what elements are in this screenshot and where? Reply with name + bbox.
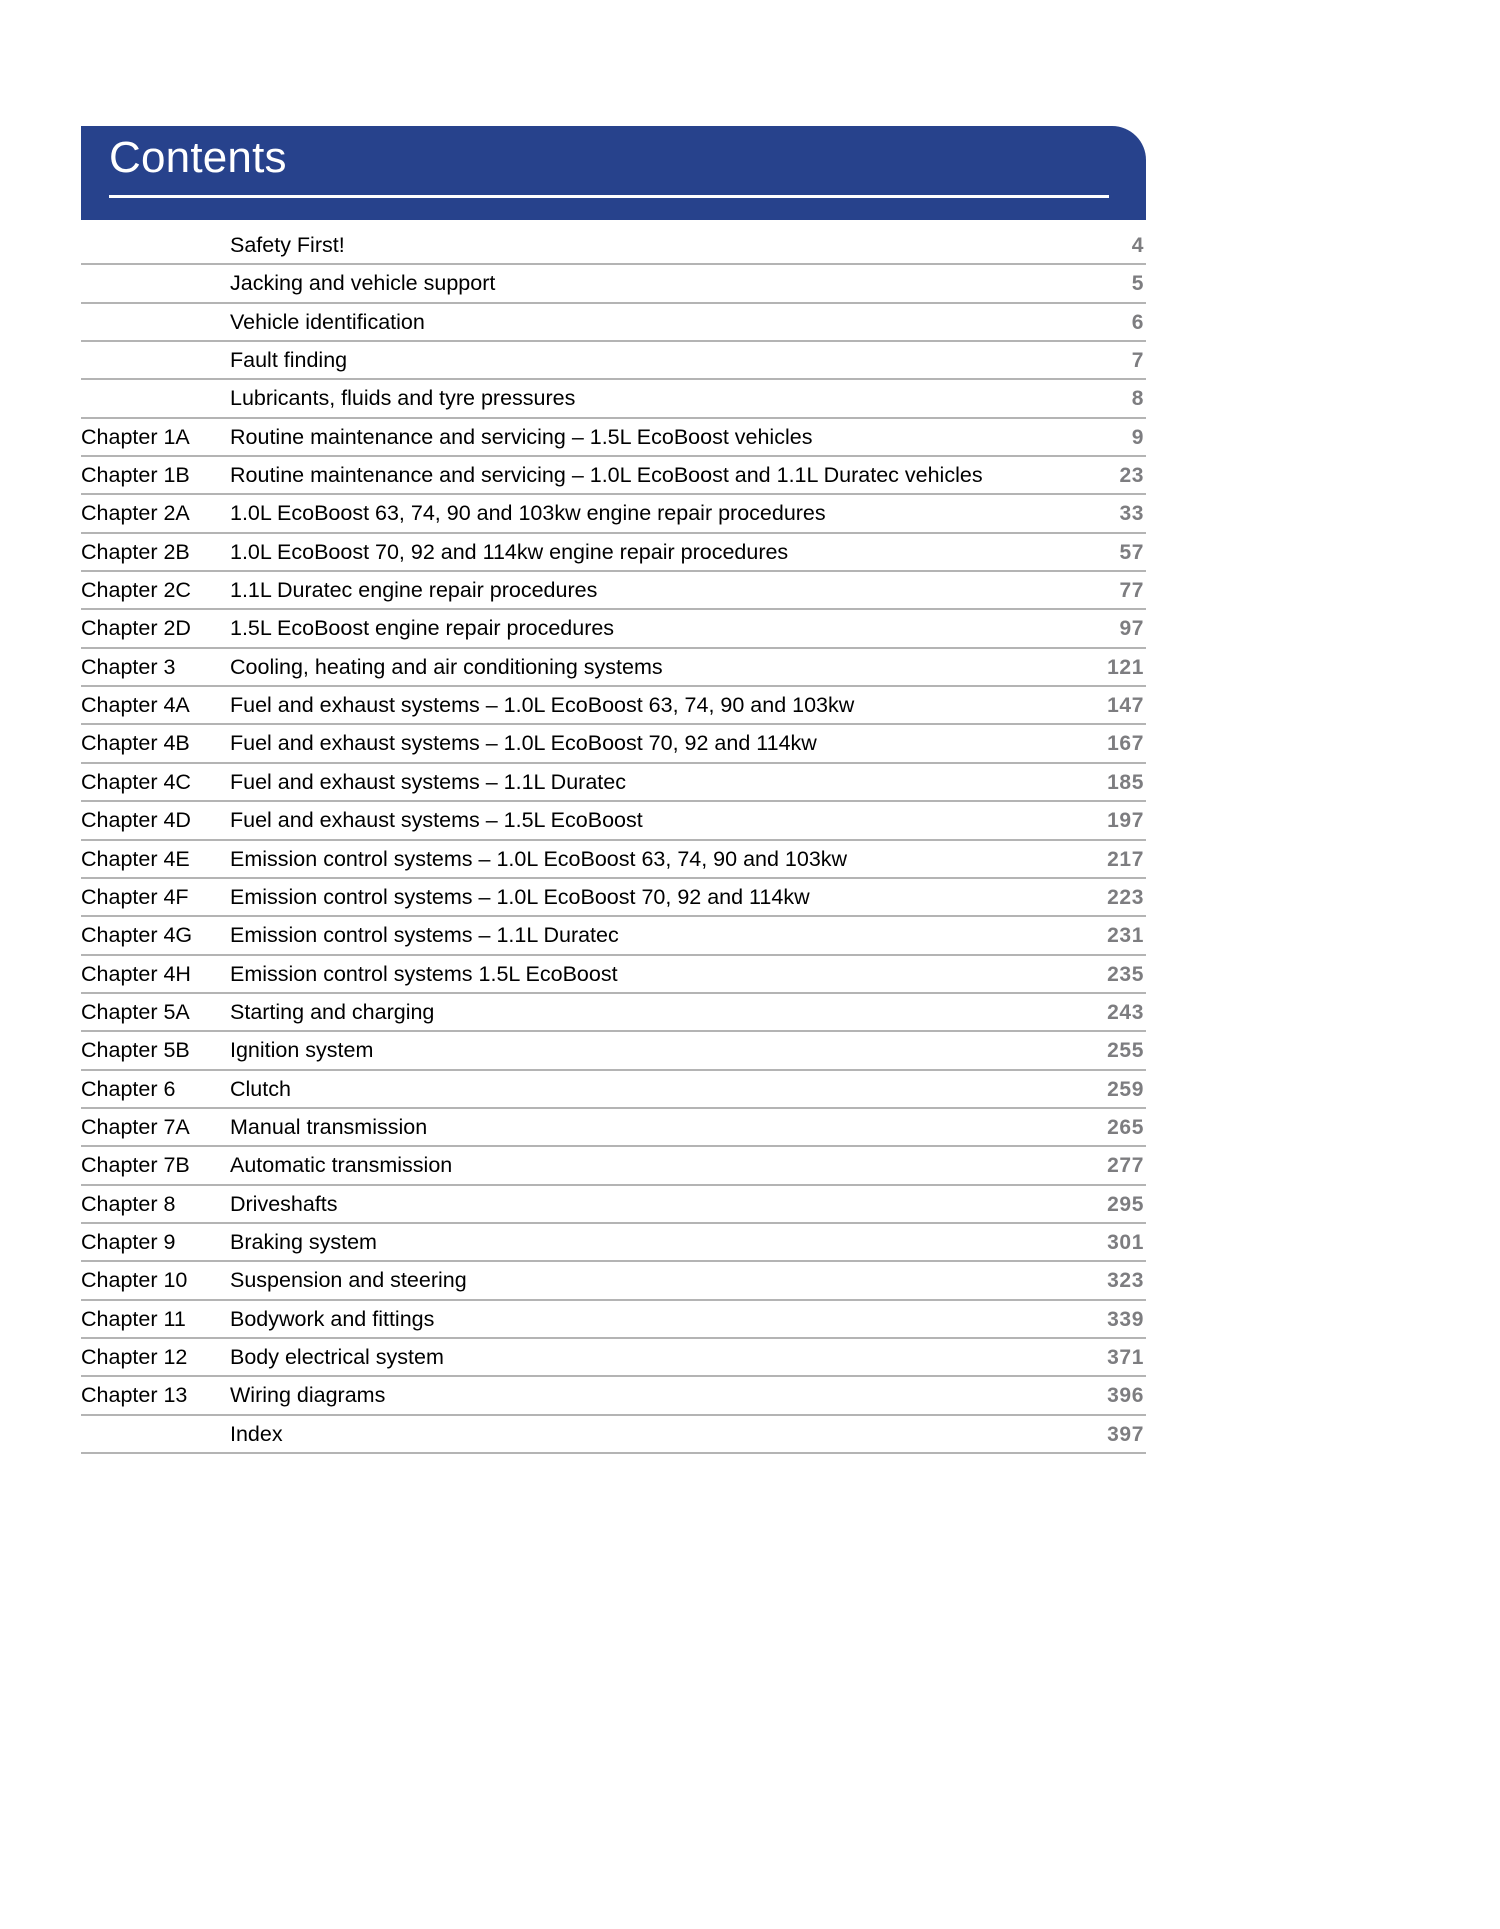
table-row[interactable] xyxy=(81,227,1146,265)
table-row[interactable] xyxy=(81,534,1146,572)
chapter-label: Chapter 4H xyxy=(81,961,191,986)
page-number: 4 xyxy=(1131,234,1144,257)
entry-title[interactable]: Suspension and steering xyxy=(230,1268,467,1293)
page-number: 259 xyxy=(1107,1077,1144,1101)
table-row[interactable] xyxy=(81,1032,1146,1070)
page-number: 57 xyxy=(1119,540,1144,564)
table-of-contents xyxy=(81,227,1146,1454)
page-number: 9 xyxy=(1131,425,1144,449)
entry-title[interactable]: Fuel and exhaust systems – 1.0L EcoBoost 70, 92 and 114kw xyxy=(230,731,817,756)
entry-title[interactable]: Routine maintenance and servicing – 1.0L EcoBoost and 1.1L Duratec vehicles xyxy=(230,463,983,488)
page-number: 397 xyxy=(1107,1422,1144,1446)
table-row[interactable] xyxy=(81,572,1146,610)
page-number: 255 xyxy=(1107,1039,1144,1063)
entry-title[interactable]: Lubricants, fluids and tyre pressures xyxy=(230,386,576,411)
entry-title[interactable]: Emission control systems – 1.1L Duratec xyxy=(230,923,619,948)
table-row[interactable] xyxy=(81,265,1146,303)
entry-title[interactable]: 1.1L Duratec engine repair procedures xyxy=(230,578,598,603)
page-number: 217 xyxy=(1107,847,1144,871)
entry-title[interactable]: Vehicle identification xyxy=(230,309,425,334)
page-number: 147 xyxy=(1107,694,1144,718)
chapter-label: Chapter 4F xyxy=(81,884,189,909)
table-row[interactable] xyxy=(81,764,1146,802)
page-number: 33 xyxy=(1119,502,1144,526)
page-number: 97 xyxy=(1119,617,1144,641)
entry-title[interactable]: Fuel and exhaust systems – 1.0L EcoBoost 63, 74, 90 and 103kw xyxy=(230,693,855,718)
table-row[interactable] xyxy=(81,802,1146,840)
page-number: 235 xyxy=(1107,962,1144,986)
chapter-label: Chapter 2C xyxy=(81,578,191,603)
chapter-label: Chapter 1B xyxy=(81,463,190,488)
page-number: 396 xyxy=(1107,1384,1144,1408)
entry-title[interactable]: Driveshafts xyxy=(230,1191,338,1216)
table-row[interactable] xyxy=(81,841,1146,879)
table-row[interactable] xyxy=(81,1339,1146,1377)
chapter-label: Chapter 4B xyxy=(81,731,190,756)
table-row[interactable] xyxy=(81,342,1146,380)
table-row[interactable] xyxy=(81,1262,1146,1300)
chapter-label: Chapter 4D xyxy=(81,808,191,833)
chapter-label: Chapter 1A xyxy=(81,424,190,449)
entry-title[interactable]: Wiring diagrams xyxy=(230,1383,386,1408)
table-row[interactable] xyxy=(81,687,1146,725)
entry-title[interactable]: Clutch xyxy=(230,1076,291,1101)
entry-title[interactable]: Starting and charging xyxy=(230,999,435,1024)
chapter-label: Chapter 6 xyxy=(81,1076,176,1101)
table-row[interactable] xyxy=(81,419,1146,457)
chapter-label: Chapter 4E xyxy=(81,846,190,871)
chapter-label: Chapter 12 xyxy=(81,1344,188,1369)
page-number: 295 xyxy=(1107,1192,1144,1216)
page-number: 121 xyxy=(1107,655,1144,679)
table-row[interactable] xyxy=(81,879,1146,917)
chapter-label: Chapter 5A xyxy=(81,999,190,1024)
page-number: 167 xyxy=(1107,732,1144,756)
entry-title[interactable]: Fuel and exhaust systems – 1.5L EcoBoost xyxy=(230,808,643,833)
header-divider-rule xyxy=(109,195,1109,198)
chapter-label: Chapter 2A xyxy=(81,501,190,526)
page-number: 339 xyxy=(1107,1307,1144,1331)
page-number: 23 xyxy=(1119,464,1144,488)
table-row[interactable] xyxy=(81,649,1146,687)
page-number: 7 xyxy=(1131,349,1144,373)
table-row[interactable] xyxy=(81,1109,1146,1147)
entry-title[interactable]: Emission control systems – 1.0L EcoBoost 63, 74, 90 and 103kw xyxy=(230,846,848,871)
page-number: 223 xyxy=(1107,885,1144,909)
chapter-label: Chapter 7A xyxy=(81,1114,190,1139)
page-number: 371 xyxy=(1107,1345,1144,1369)
entry-title[interactable]: Routine maintenance and servicing – 1.5L EcoBoost vehicles xyxy=(230,424,813,449)
entry-title[interactable]: Body electrical system xyxy=(230,1344,444,1369)
chapter-label: Chapter 3 xyxy=(81,654,176,679)
entry-title[interactable]: Safety First! xyxy=(230,233,345,257)
table-row[interactable] xyxy=(81,1071,1146,1109)
table-row[interactable] xyxy=(81,917,1146,955)
entry-title[interactable]: Bodywork and fittings xyxy=(230,1306,435,1331)
entry-title[interactable]: 1.0L EcoBoost 63, 74, 90 and 103kw engine repair procedures xyxy=(230,501,826,526)
entry-title[interactable]: Fault finding xyxy=(230,348,348,373)
entry-title[interactable]: Index xyxy=(230,1421,283,1446)
table-row[interactable] xyxy=(81,1377,1146,1415)
chapter-label: Chapter 4A xyxy=(81,693,190,718)
page-number: 77 xyxy=(1119,579,1144,603)
page-number: 231 xyxy=(1107,924,1144,948)
table-row[interactable] xyxy=(81,610,1146,648)
entry-title[interactable]: 1.0L EcoBoost 70, 92 and 114kw engine repair procedures xyxy=(230,539,789,564)
chapter-label: Chapter 7B xyxy=(81,1153,190,1178)
table-row[interactable] xyxy=(81,1301,1146,1339)
chapter-label: Chapter 8 xyxy=(81,1191,176,1216)
entry-title[interactable]: Fuel and exhaust systems – 1.1L Duratec xyxy=(230,769,626,794)
page-number: 277 xyxy=(1107,1154,1144,1178)
page-number: 243 xyxy=(1107,1000,1144,1024)
chapter-label: Chapter 4G xyxy=(81,923,193,948)
chapter-label: Chapter 10 xyxy=(81,1268,188,1293)
entry-title[interactable]: Automatic transmission xyxy=(230,1153,453,1178)
page-number: 5 xyxy=(1131,272,1144,296)
table-row[interactable] xyxy=(81,994,1146,1032)
page-title: Contents xyxy=(109,133,287,182)
table-row[interactable] xyxy=(81,457,1146,495)
entry-title[interactable]: Emission control systems – 1.0L EcoBoost 70, 92 and 114kw xyxy=(230,884,810,909)
chapter-label: Chapter 2B xyxy=(81,539,190,564)
page-number: 8 xyxy=(1131,387,1144,411)
entry-title[interactable]: Emission control systems 1.5L EcoBoost xyxy=(230,961,618,986)
table-row[interactable] xyxy=(81,1147,1146,1185)
entry-title[interactable]: Braking system xyxy=(230,1229,377,1254)
chapter-label: Chapter 4C xyxy=(81,769,191,794)
table-row[interactable] xyxy=(81,380,1146,418)
table-row[interactable] xyxy=(81,956,1146,994)
page-number: 301 xyxy=(1107,1230,1144,1254)
page-number: 6 xyxy=(1131,310,1144,334)
table-row[interactable] xyxy=(81,725,1146,763)
table-row[interactable] xyxy=(81,495,1146,533)
entry-title[interactable]: Manual transmission xyxy=(230,1114,428,1139)
contents-header-banner xyxy=(81,126,1146,220)
chapter-label: Chapter 5B xyxy=(81,1038,190,1063)
table-row[interactable] xyxy=(81,1186,1146,1224)
entry-title[interactable]: Ignition system xyxy=(230,1038,374,1063)
table-row[interactable] xyxy=(81,304,1146,342)
page-number: 197 xyxy=(1107,809,1144,833)
page-number: 323 xyxy=(1107,1269,1144,1293)
page-number: 265 xyxy=(1107,1115,1144,1139)
chapter-label: Chapter 9 xyxy=(81,1229,176,1254)
table-row[interactable] xyxy=(81,1416,1146,1454)
entry-title[interactable]: Cooling, heating and air conditioning systems xyxy=(230,654,663,679)
chapter-label: Chapter 11 xyxy=(81,1306,186,1331)
entry-title[interactable]: 1.5L EcoBoost engine repair procedures xyxy=(230,616,615,641)
entry-title[interactable]: Jacking and vehicle support xyxy=(230,271,496,296)
chapter-label: Chapter 2D xyxy=(81,616,191,641)
table-row[interactable] xyxy=(81,1224,1146,1262)
chapter-label: Chapter 13 xyxy=(81,1383,188,1408)
page-number: 185 xyxy=(1107,770,1144,794)
